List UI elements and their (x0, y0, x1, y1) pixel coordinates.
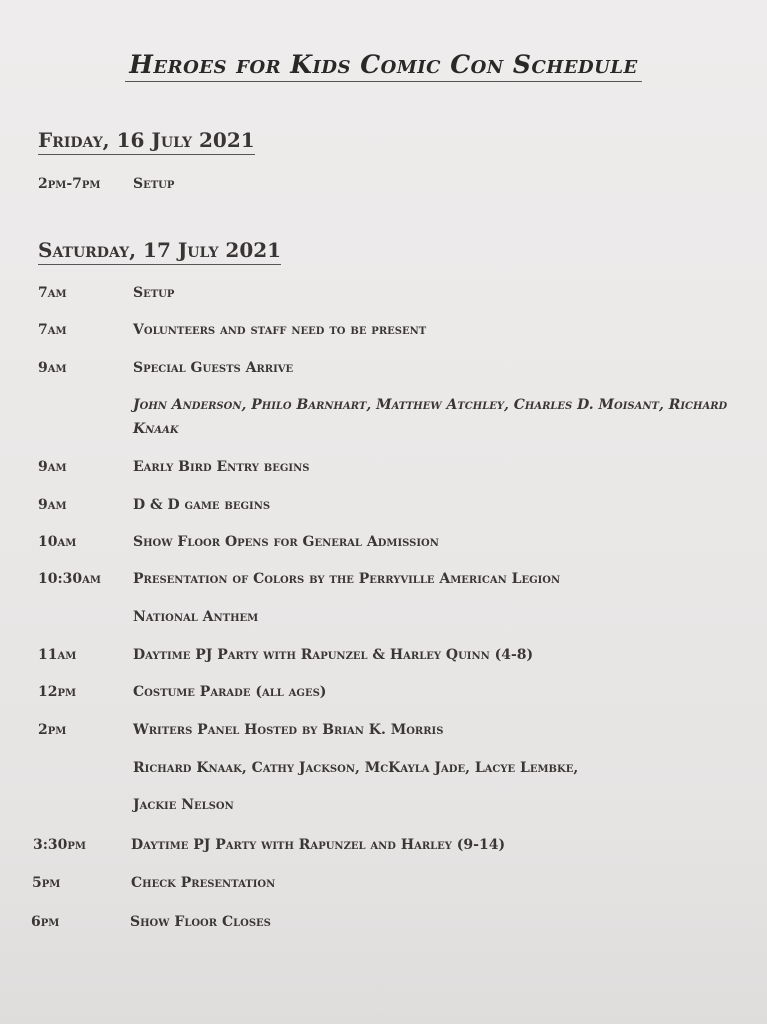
event-time: 3:30pm (33, 837, 86, 853)
event-time: 10am (38, 534, 77, 550)
event-time: 7am (38, 285, 67, 301)
day-heading-saturday: Saturday, 17 July 2021 (38, 238, 281, 265)
event-time: 5pm (32, 875, 61, 891)
day-heading-friday: Friday, 16 July 2021 (38, 128, 255, 155)
event-description: D & D game begins (133, 497, 271, 513)
event-time: 9am (38, 459, 67, 475)
event-description: Costume Parade (all ages) (133, 684, 327, 700)
event-time: 11am (38, 647, 77, 663)
event-time: 6pm (31, 914, 60, 930)
event-time: 9am (38, 360, 67, 376)
event-description: Early Bird Entry begins (133, 459, 310, 475)
event-description: Daytime PJ Party with Rapunzel and Harley (9-14) (131, 837, 506, 853)
event-description: Writers Panel Hosted by Brian K. Morris (133, 722, 444, 738)
page-title (0, 50, 767, 82)
event-time: 12pm (38, 684, 77, 700)
event-description: Show Floor Opens for General Admission (133, 534, 439, 550)
event-description: National Anthem (133, 609, 259, 625)
event-description: Daytime PJ Party with Rapunzel & Harley Quinn (4-8) (133, 647, 534, 663)
event-time: 10:30am (38, 571, 101, 587)
event-description: Setup (133, 176, 175, 192)
event-time: 7am (38, 322, 67, 338)
event-description: Volunteers and staff need to be present (133, 322, 427, 338)
event-time: 2pm (38, 722, 67, 738)
event-time: 9am (38, 497, 67, 513)
page-title-text: Heroes for Kids Comic Con Schedule (125, 50, 641, 82)
event-description: Presentation of Colors by the Perryville American Legion (133, 571, 561, 587)
event-description: Setup (133, 285, 175, 301)
guest-list-note: John Anderson, Philo Barnhart, Matthew Atchley, Charles D. Moisant, Richard Knaak (133, 397, 728, 437)
event-time: 2pm-7pm (38, 176, 101, 192)
event-description: Jackie Nelson (133, 797, 234, 813)
event-description: Show Floor Closes (130, 914, 271, 930)
event-description: Richard Knaak, Cathy Jackson, McKayla Jade, Lacye Lembke, (133, 760, 579, 776)
event-description: Check Presentation (131, 875, 276, 891)
event-description: Special Guests Arrive (133, 360, 294, 376)
